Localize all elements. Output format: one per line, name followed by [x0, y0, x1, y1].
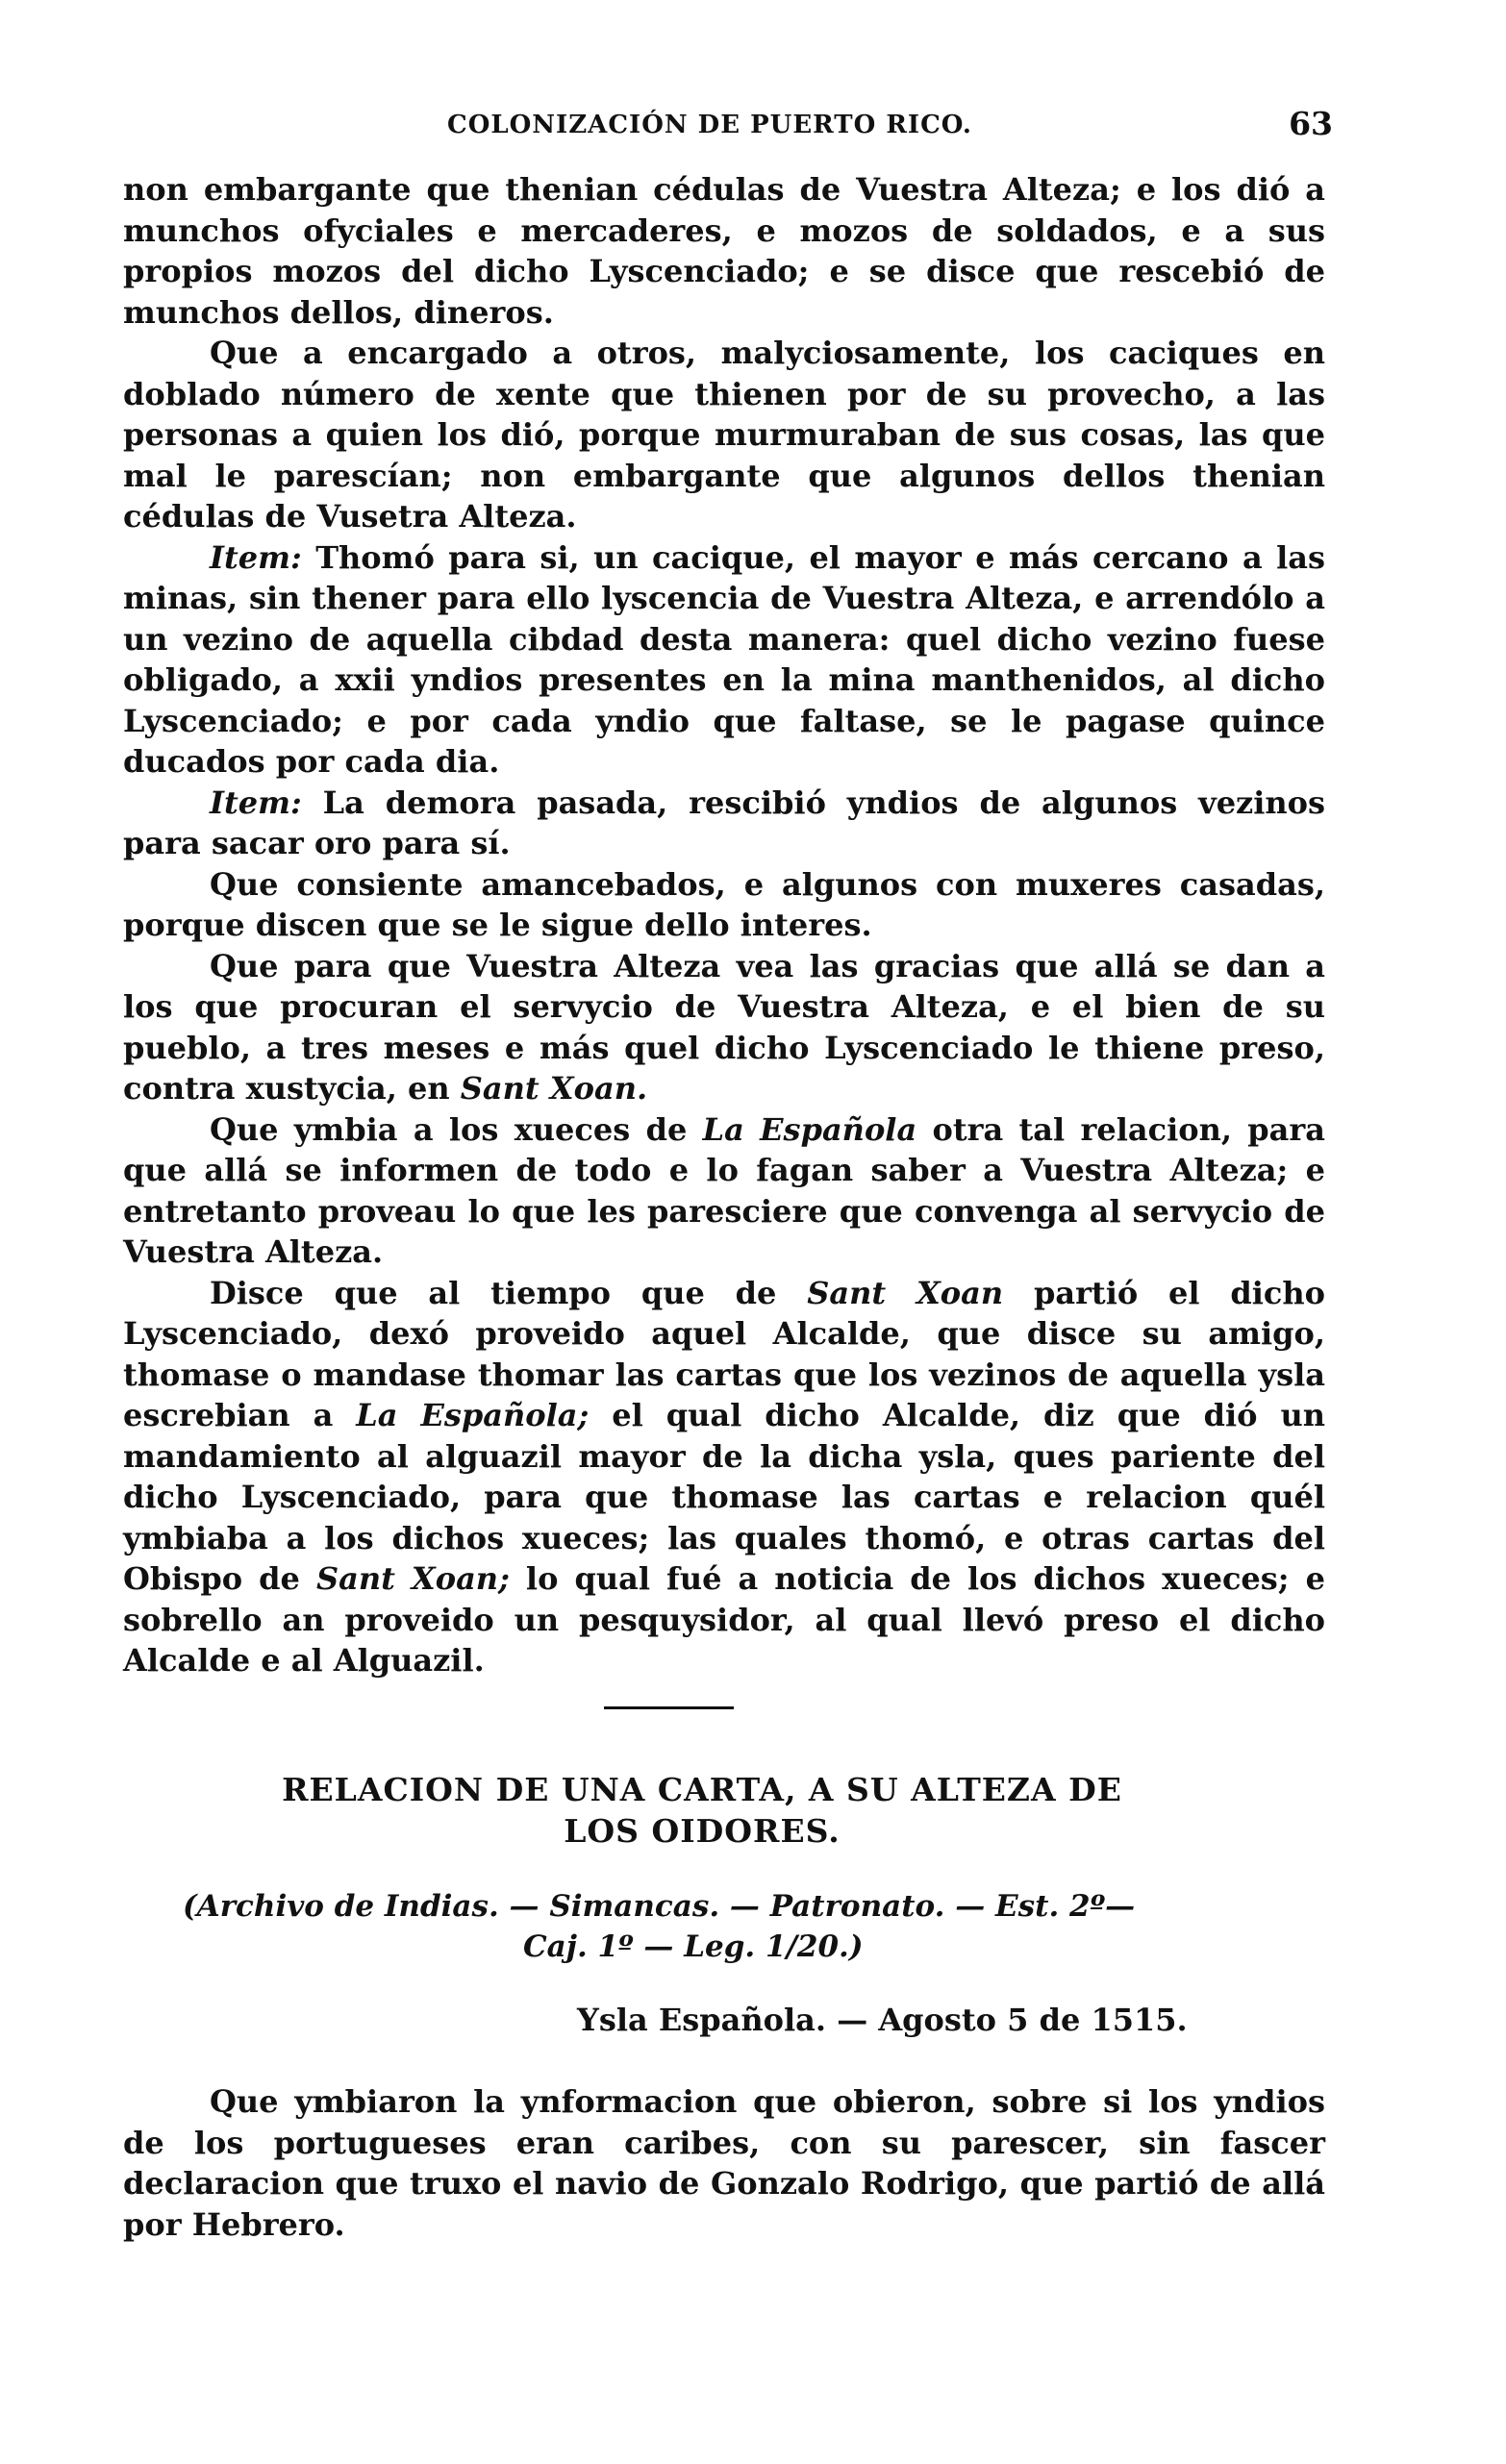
running-title: COLONIZACIÓN DE PUERTO RICO.	[447, 111, 972, 139]
paragraph-6-text: Que para que Vuestra Alteza vea las gracias que allá se dan a los que procuran el servycio de Vuestra Alteza, e el bien de su pueblo, a tres meses e más quel dicho Lyscenciado le thiene preso, contra xustycia, en	[123, 947, 1325, 1107]
citation-line-2: Caj. 1º — Leg. 1/20.)	[523, 1929, 864, 1964]
paragraph-8	[123, 1273, 1325, 1681]
paragraph-2: Que a encargado a otros, malyciosamente, los caciques en doblado número de xente que thienen por de su provecho, a las personas a quien los dió, porque murmuraban de sus cosas, las que mal le parescían; non embargante que algunos dellos thenian cédulas de Vusetra Alteza.	[123, 335, 1325, 535]
paragraph-4-text: La demora pasada, rescibió yndios de algunos vezinos para sacar oro para sí.	[123, 784, 1325, 861]
paragraph-5: Que consiente amancebados, e algunos con muxeres casadas, porque discen que se le sigue dello interes.	[123, 865, 1325, 943]
paragraph-7-text-b: otra tal relacion, para que allá se informen de todo e lo fagan saber a Vuestra Alteza; e entretanto proveau lo que les paresciere que convenga al servycio de Vuestra Alteza.	[123, 1110, 1326, 1270]
section-title-line-1: RELACION DE UNA CARTA, A SU ALTEZA DE	[282, 1771, 1122, 1808]
place-name: La Española;	[356, 1397, 590, 1433]
paragraph-8-text-b: partió el dicho Lyscenciado, dexó proveido aquel Alcalde, que disce su amigo, thomase o mandase thomar las cartas que los vezinos de aquella ysla escrebian a	[123, 1274, 1325, 1433]
paragraph-4	[123, 783, 1325, 864]
section-title	[231, 1769, 1173, 1852]
page-number: 63	[1289, 105, 1333, 142]
place-name: Sant Xoan.	[460, 1070, 648, 1107]
citation-line-1: (Archivo de Indias. — Simancas. — Patronato. — Est. 2º—	[183, 1889, 1136, 1924]
paragraph-8-text-d: lo qual fué a noticia de los dichos xueces; e sobrello an proveido un pesquysidor, al qual llevó preso el dicho Alcalde e al Alguazil.	[123, 1560, 1326, 1679]
dateline: Ysla Española. — Agosto 5 de 1515.	[577, 2002, 1188, 2038]
place-name: Sant Xoan	[807, 1274, 1004, 1311]
letter-text	[123, 2081, 1325, 2245]
paragraph-6	[123, 946, 1325, 1109]
paragraph-8-text-a: Disce que al tiempo que de	[210, 1274, 808, 1311]
letter-paragraph: Que ymbiaron la ynformacion que obieron, sobre si los yndios de los portugueses eran caribes, con su parescer, sin fascer declaracion que truxo el navio de Gonzalo Rodrigo, que partió de allá por Hebrero.	[123, 2083, 1325, 2243]
archive-citation	[183, 1886, 1308, 1967]
place-name: La Española	[702, 1110, 917, 1148]
paragraph-7-text-a: Que ymbia a los xueces de	[210, 1110, 703, 1148]
paragraph-3	[123, 537, 1325, 783]
paragraph-8-text-c: el qual dicho Alcalde, diz que dió un mandamiento al alguazil mayor de la dicha ysla, ques pariente del dicho Lyscenciado, para que thomase las cartas e relacion quél ymbiaba a los dichos xueces; las quales thomó, e otras cartas del Obispo de	[123, 1397, 1326, 1597]
paragraph-3-text: Thomó para si, un cacique, el mayor e más cercano a las minas, sin thener para ello lyscencia de Vuestra Alteza, e arrendólo a un vezino de aquella cibdad desta manera: quel dicho vezino fuese obligado, a xxii yndios presentes en la mina manthenidos, al dicho Lyscenciado; e por cada yndio que faltase, se le pagase quince ducados por cada dia.	[123, 538, 1325, 780]
paragraph-7	[123, 1109, 1325, 1273]
section-title-line-2: LOS OIDORES.	[564, 1812, 841, 1850]
item-label: Item:	[210, 784, 302, 821]
item-label: Item:	[210, 538, 302, 576]
paragraph-1: non embargante que thenian cédulas de Vuestra Alteza; e los dió a munchos ofyciales e mercaderes, e mozos de soldados, e a sus propios mozos del dicho Lyscenciado; e se disce que rescebió de munchos dellos, dineros.	[123, 171, 1325, 331]
body-text	[123, 169, 1325, 1681]
running-head	[125, 105, 1333, 153]
section-divider	[604, 1706, 734, 1709]
place-name: Sant Xoan;	[315, 1560, 510, 1597]
